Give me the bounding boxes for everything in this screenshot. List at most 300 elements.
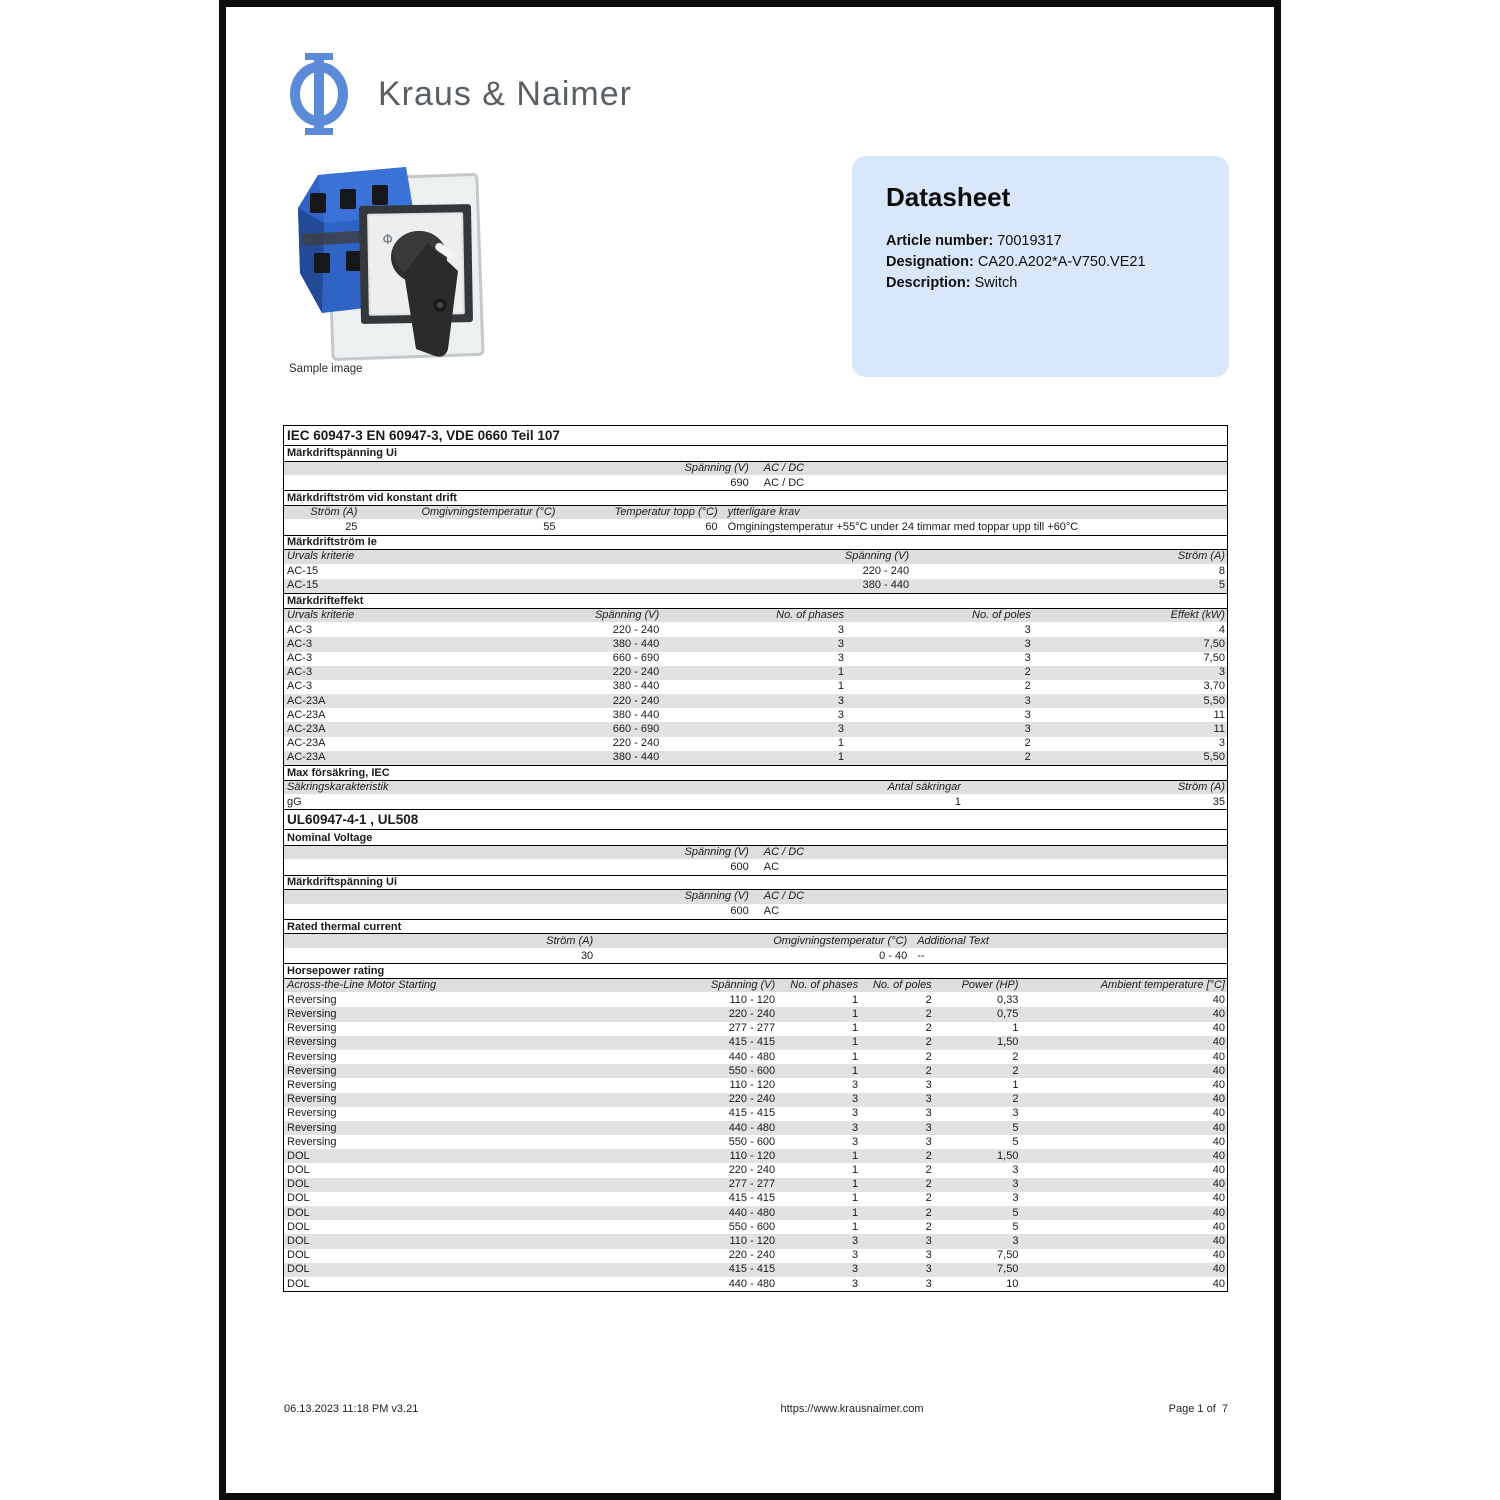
table-row bbox=[284, 506, 1227, 521]
table-row bbox=[284, 1149, 1227, 1163]
table-cell: AC-15 bbox=[287, 579, 319, 592]
table-cell: Spänning (V) bbox=[684, 846, 749, 859]
table-row bbox=[284, 751, 1227, 765]
table-cell: AC-3 bbox=[287, 680, 313, 693]
table-cell: Säkringskarakteristik bbox=[287, 780, 389, 793]
table-cell: No. of phases bbox=[776, 608, 844, 621]
table-cell: 440 - 480 bbox=[728, 1121, 776, 1134]
table-cell: Effekt (kW) bbox=[1170, 608, 1225, 621]
table-cell: 220 - 240 bbox=[612, 694, 660, 707]
table-cell: Omgivningstemperatur (°C) bbox=[421, 506, 556, 519]
table-cell: 0 - 40 bbox=[879, 949, 908, 962]
table-cell: 440 - 480 bbox=[728, 1206, 776, 1219]
table-cell: 220 - 240 bbox=[728, 1164, 776, 1177]
table-cell: DOL bbox=[287, 1249, 310, 1262]
table-cell: Reversing bbox=[287, 1050, 337, 1063]
table-cell: 110 - 120 bbox=[729, 1078, 776, 1091]
table-cell: 550 - 600 bbox=[728, 1064, 776, 1077]
table-cell: 380 - 440 bbox=[612, 637, 660, 650]
table-cell: 3 bbox=[1012, 1178, 1019, 1191]
table-cell: 110 - 120 bbox=[729, 993, 776, 1006]
table-cell: 3 bbox=[925, 1135, 932, 1148]
table-cell: 40 bbox=[1212, 993, 1225, 1006]
table-cell: 1 bbox=[1012, 1078, 1019, 1091]
table-cell: 3 bbox=[1012, 1192, 1019, 1205]
table-cell: 5 bbox=[1012, 1206, 1019, 1219]
table-cell: AC-3 bbox=[287, 666, 313, 679]
table-cell: 3 bbox=[925, 1078, 932, 1091]
table-row bbox=[284, 905, 1227, 919]
table-cell: 3 bbox=[852, 1135, 859, 1148]
table-cell: 3 bbox=[925, 1249, 932, 1262]
table-row bbox=[284, 781, 1227, 796]
table-row bbox=[284, 550, 1227, 565]
table-cell: 40 bbox=[1212, 1149, 1225, 1162]
table-cell: 220 - 240 bbox=[612, 737, 660, 750]
table-cell: 3 bbox=[852, 1078, 859, 1091]
table-row bbox=[284, 993, 1227, 1007]
table-cell: Reversing bbox=[287, 993, 337, 1006]
table-cell: 40 bbox=[1212, 1064, 1225, 1077]
table-cell: 40 bbox=[1212, 1192, 1225, 1205]
table-cell: AC bbox=[763, 905, 780, 918]
table-cell: Power (HP) bbox=[961, 978, 1019, 991]
table-row bbox=[284, 1064, 1227, 1078]
table-cell: 220 - 240 bbox=[862, 565, 910, 578]
table-row bbox=[284, 462, 1227, 477]
table-row bbox=[284, 1036, 1227, 1050]
table-cell: 2 bbox=[1024, 737, 1031, 750]
table-cell: Ström (A) bbox=[1177, 780, 1225, 793]
table-cell: No. of poles bbox=[972, 608, 1031, 621]
table-cell: 2 bbox=[1012, 1050, 1019, 1063]
table-cell: 2 bbox=[925, 1192, 932, 1205]
table-cell: 40 bbox=[1212, 1107, 1225, 1120]
table-cell: 3 bbox=[1012, 1235, 1019, 1247]
table-row bbox=[284, 579, 1227, 593]
table-cell: 5 bbox=[1218, 579, 1225, 592]
table-cell: 5,50 bbox=[1203, 751, 1225, 764]
table-cell: Antal säkringar bbox=[887, 780, 961, 793]
table-cell: 3 bbox=[1012, 1107, 1019, 1120]
table-cell: 2 bbox=[925, 1178, 932, 1191]
table-cell: Ström (A) bbox=[310, 506, 358, 519]
table-cell: AC-15 bbox=[287, 565, 319, 578]
table-row bbox=[284, 860, 1227, 874]
table-cell: 0,75 bbox=[997, 1008, 1019, 1020]
table-cell: 40 bbox=[1212, 1235, 1225, 1247]
table-cell: 8 bbox=[1218, 565, 1225, 578]
table-cell: 1 bbox=[954, 795, 961, 808]
table-cell: 0,33 bbox=[997, 993, 1019, 1006]
table-cell: 40 bbox=[1212, 1121, 1225, 1134]
table-cell: 40 bbox=[1212, 1008, 1225, 1020]
table-cell: gG bbox=[287, 795, 302, 808]
table-cell: 1 bbox=[837, 737, 844, 750]
table-cell: 3,70 bbox=[1203, 680, 1225, 693]
table-cell: 380 - 440 bbox=[862, 579, 910, 592]
table-cell: 40 bbox=[1212, 1050, 1225, 1063]
table-cell: 3 bbox=[925, 1277, 932, 1290]
table-row bbox=[284, 708, 1227, 722]
table-row bbox=[284, 1022, 1227, 1036]
table-section-row: Märkdriftspänning Ui bbox=[284, 446, 1227, 462]
table-cell: DOL bbox=[287, 1235, 310, 1247]
table-row bbox=[284, 795, 1227, 809]
table-cell: 40 bbox=[1212, 1178, 1225, 1191]
table-cell: Reversing bbox=[287, 1008, 337, 1020]
table-cell: 3 bbox=[925, 1121, 932, 1134]
table-cell: 220 - 240 bbox=[728, 1093, 776, 1106]
table-section-row: Max försäkring, IEC bbox=[284, 765, 1227, 781]
table-cell: 35 bbox=[1212, 795, 1225, 808]
footer-url: https://www.krausnaimer.com bbox=[780, 1403, 924, 1415]
table-cell: 110 - 120 bbox=[729, 1149, 776, 1162]
table-cell: DOL bbox=[287, 1178, 310, 1191]
table-row bbox=[284, 737, 1227, 751]
table-cell: 3 bbox=[925, 1107, 932, 1120]
table-cell: 380 - 440 bbox=[612, 680, 660, 693]
table-cell: Reversing bbox=[287, 1107, 337, 1120]
table-cell: 3 bbox=[837, 652, 844, 665]
table-cell: 1 bbox=[852, 1064, 859, 1077]
brand-header bbox=[286, 53, 632, 135]
table-row bbox=[284, 694, 1227, 708]
table-cell: DOL bbox=[287, 1192, 310, 1205]
datasheet-page bbox=[219, 0, 1281, 1500]
card-title: Datasheet bbox=[886, 182, 1011, 212]
table-cell: 415 - 415 bbox=[728, 1107, 776, 1120]
table-cell: 7,50 bbox=[1203, 652, 1225, 665]
table-cell: Ambient temperature [°C] bbox=[1100, 978, 1225, 991]
table-cell: DOL bbox=[287, 1149, 310, 1162]
table-cell: Spänning (V) bbox=[710, 978, 776, 991]
footer-date: 06.13.2023 11:18 PM v3.21 bbox=[284, 1403, 419, 1415]
table-cell: 380 - 440 bbox=[612, 751, 660, 764]
table-cell: 40 bbox=[1212, 1277, 1225, 1290]
table-cell: ytterligare krav bbox=[727, 506, 800, 519]
table-cell: 3 bbox=[1024, 652, 1031, 665]
table-cell: AC-23A bbox=[287, 708, 326, 721]
table-row bbox=[284, 1263, 1227, 1277]
table-cell: 5 bbox=[1012, 1220, 1019, 1233]
table-row bbox=[284, 1050, 1227, 1064]
table-cell: 3 bbox=[852, 1277, 859, 1290]
table-cell: 3 bbox=[852, 1263, 859, 1276]
table-row bbox=[284, 1178, 1227, 1192]
table-cell: 11 bbox=[1213, 723, 1225, 736]
table-cell: 1 bbox=[852, 1149, 859, 1162]
table-row bbox=[284, 846, 1227, 861]
table-cell: 2 bbox=[1012, 1064, 1019, 1077]
table-cell: DOL bbox=[287, 1263, 310, 1276]
table-section-row: Märkdriftspänning Ui bbox=[284, 875, 1227, 891]
table-cell: AC-3 bbox=[287, 652, 313, 665]
table-cell: AC-23A bbox=[287, 751, 326, 764]
table-cell: 3 bbox=[852, 1093, 859, 1106]
table-row bbox=[284, 1277, 1227, 1291]
table-cell: 220 - 240 bbox=[728, 1249, 776, 1262]
table-row bbox=[284, 609, 1227, 624]
table-cell: 415 - 415 bbox=[728, 1036, 776, 1049]
table-cell: Across-the-Line Motor Starting bbox=[287, 978, 437, 991]
table-cell: 11 bbox=[1213, 708, 1225, 721]
table-cell: 55 bbox=[543, 520, 556, 533]
table-cell: 1 bbox=[837, 666, 844, 679]
table-cell: 10 bbox=[1006, 1277, 1019, 1290]
table-title-row: UL60947-4-1 , UL508 bbox=[284, 809, 1227, 830]
table-cell: 3 bbox=[837, 694, 844, 707]
table-row bbox=[284, 623, 1227, 637]
table-cell: 415 - 415 bbox=[728, 1263, 776, 1276]
card-field: Article number: 70019317 bbox=[886, 233, 1062, 249]
table-cell: 3 bbox=[1024, 708, 1031, 721]
table-cell: Reversing bbox=[287, 1064, 337, 1077]
table-row bbox=[284, 1007, 1227, 1021]
brand-name: Kraus & Naimer bbox=[378, 74, 632, 113]
table-cell: 2 bbox=[925, 1036, 932, 1049]
table-cell: 1 bbox=[852, 1206, 859, 1219]
table-cell: AC-3 bbox=[287, 623, 313, 636]
table-cell: 3 bbox=[1024, 623, 1031, 636]
table-cell: 5 bbox=[1012, 1135, 1019, 1148]
table-row bbox=[284, 1206, 1227, 1220]
table-row bbox=[284, 1163, 1227, 1177]
table-cell: 1 bbox=[852, 1178, 859, 1191]
table-cell: 3 bbox=[852, 1235, 859, 1247]
table-cell: AC-23A bbox=[287, 737, 326, 750]
table-cell: 2 bbox=[1024, 680, 1031, 693]
table-cell: 3 bbox=[852, 1107, 859, 1120]
table-cell: AC bbox=[763, 860, 780, 873]
table-cell: Urvals kriterie bbox=[287, 550, 355, 563]
table-cell: 40 bbox=[1212, 1036, 1225, 1049]
table-cell: 30 bbox=[580, 949, 594, 962]
table-cell: AC / DC bbox=[763, 461, 805, 474]
table-row bbox=[284, 565, 1227, 579]
table-cell: 5 bbox=[1012, 1121, 1019, 1134]
table-row bbox=[284, 666, 1227, 680]
table-cell: 2 bbox=[1012, 1093, 1019, 1106]
table-cell: Spänning (V) bbox=[594, 608, 660, 621]
table-cell: 2 bbox=[925, 1050, 932, 1063]
table-cell: AC / DC bbox=[763, 890, 805, 903]
table-cell: Reversing bbox=[287, 1036, 337, 1049]
table-cell: Ström (A) bbox=[546, 934, 594, 947]
table-cell: 660 - 690 bbox=[612, 652, 660, 665]
table-cell: 60 bbox=[705, 520, 718, 533]
table-row bbox=[284, 1234, 1227, 1248]
table-row bbox=[284, 1078, 1227, 1092]
table-cell: 550 - 600 bbox=[728, 1220, 776, 1233]
table-cell: 3 bbox=[925, 1235, 932, 1247]
table-cell: 220 - 240 bbox=[612, 666, 660, 679]
table-cell: 40 bbox=[1212, 1164, 1225, 1177]
table-row bbox=[284, 1220, 1227, 1234]
table-section-row: Horsepower rating bbox=[284, 963, 1227, 979]
table-cell: 40 bbox=[1212, 1093, 1225, 1106]
table-cell: 690 bbox=[730, 476, 749, 489]
table-cell: 3 bbox=[1218, 666, 1225, 679]
table-cell: 1 bbox=[852, 1220, 859, 1233]
table-cell: 2 bbox=[925, 1220, 932, 1233]
table-cell: 2 bbox=[925, 1022, 932, 1035]
table-section-row: Märkdrifteffekt bbox=[284, 593, 1227, 609]
table-cell: No. of phases bbox=[790, 978, 859, 991]
table-cell: 7,50 bbox=[997, 1249, 1019, 1262]
table-cell: 2 bbox=[925, 993, 932, 1006]
table-cell: AC / DC bbox=[763, 476, 805, 489]
table-cell: Urvals kriterie bbox=[287, 608, 355, 621]
table-row bbox=[284, 890, 1227, 905]
table-cell: AC-23A bbox=[287, 694, 326, 707]
table-section-row: Rated thermal current bbox=[284, 919, 1227, 935]
table-cell: 1 bbox=[852, 1192, 859, 1205]
table-cell: 40 bbox=[1212, 1263, 1225, 1276]
table-cell: 550 - 600 bbox=[728, 1135, 776, 1148]
table-cell: 1 bbox=[852, 1050, 859, 1063]
table-cell: 3 bbox=[1218, 737, 1225, 750]
table-cell: Spänning (V) bbox=[844, 550, 910, 563]
table-cell: 277 - 277 bbox=[728, 1178, 776, 1191]
table-cell: 1 bbox=[852, 1022, 859, 1035]
table-cell: 3 bbox=[837, 708, 844, 721]
table-cell: 25 bbox=[345, 520, 358, 533]
table-cell: 40 bbox=[1212, 1135, 1225, 1148]
table-cell: 1,50 bbox=[997, 1149, 1019, 1162]
table-cell: AC / DC bbox=[763, 846, 805, 859]
table-cell: DOL bbox=[287, 1164, 310, 1177]
table-row bbox=[284, 680, 1227, 694]
table-cell: 40 bbox=[1212, 1249, 1225, 1262]
table-section-row: Märkdriftström vid konstant drift bbox=[284, 490, 1227, 506]
table-cell: 660 - 690 bbox=[612, 723, 660, 736]
table-cell: DOL bbox=[287, 1220, 310, 1233]
table-cell: 1 bbox=[852, 1008, 859, 1020]
table-cell: 2 bbox=[1024, 666, 1031, 679]
table-cell: 600 bbox=[730, 905, 749, 918]
table-cell: AC-3 bbox=[287, 637, 313, 650]
sample-image-caption: Sample image bbox=[289, 363, 363, 375]
table-cell: 2 bbox=[925, 1064, 932, 1077]
table-cell: 110 - 120 bbox=[729, 1235, 776, 1247]
table-cell: 1 bbox=[837, 751, 844, 764]
table-cell: 277 - 277 bbox=[728, 1022, 776, 1035]
table-cell: 3 bbox=[925, 1093, 932, 1106]
table-section-row: Märkdriftström Ie bbox=[284, 535, 1227, 551]
table-cell: 7,50 bbox=[997, 1263, 1019, 1276]
table-cell: DOL bbox=[287, 1206, 310, 1219]
table-cell: 3 bbox=[837, 637, 844, 650]
table-cell: 2 bbox=[1024, 751, 1031, 764]
table-cell: 1,50 bbox=[997, 1036, 1019, 1049]
table-cell: 415 - 415 bbox=[728, 1192, 776, 1205]
table-cell: 440 - 480 bbox=[728, 1050, 776, 1063]
table-cell: Reversing bbox=[287, 1078, 337, 1091]
table-row bbox=[284, 520, 1227, 534]
table-cell: 3 bbox=[852, 1249, 859, 1262]
card-field: Description: Switch bbox=[886, 275, 1018, 291]
table-row bbox=[284, 1249, 1227, 1263]
table-row bbox=[284, 476, 1227, 490]
table-cell: 2 bbox=[925, 1008, 932, 1020]
table-cell: No. of poles bbox=[872, 978, 932, 991]
table-cell: 600 bbox=[730, 860, 749, 873]
table-cell: Spänning (V) bbox=[684, 890, 749, 903]
table-cell: 1 bbox=[1012, 1022, 1019, 1035]
table-row bbox=[284, 722, 1227, 736]
table-cell: 1 bbox=[852, 1164, 859, 1177]
table-cell: 1 bbox=[852, 1036, 859, 1049]
table-cell: 3 bbox=[1024, 694, 1031, 707]
table-cell: 7,50 bbox=[1203, 637, 1225, 650]
table-cell: Reversing bbox=[287, 1135, 337, 1148]
table-cell: 3 bbox=[852, 1121, 859, 1134]
table-cell: 4 bbox=[1218, 623, 1225, 636]
table-cell: 220 - 240 bbox=[612, 623, 660, 636]
table-cell: 5,50 bbox=[1203, 694, 1225, 707]
table-row bbox=[284, 1192, 1227, 1206]
table-cell: 40 bbox=[1212, 1078, 1225, 1091]
datasheet-card bbox=[852, 156, 1229, 377]
table-cell: Ström (A) bbox=[1177, 550, 1225, 563]
table-row bbox=[284, 979, 1227, 994]
table-cell: 2 bbox=[925, 1206, 932, 1219]
table-cell: Omginingstemperatur +55°C under 24 timmar med toppar upp till +60°C bbox=[727, 520, 1079, 533]
card-fields bbox=[886, 231, 1229, 294]
table-cell: Additional Text bbox=[917, 934, 989, 947]
table-cell: 40 bbox=[1212, 1220, 1225, 1233]
table-cell: 2 bbox=[925, 1164, 932, 1177]
product-sample-image bbox=[288, 153, 488, 368]
card-field: Designation: CA20.A202*A-V750.VE21 bbox=[886, 254, 1146, 270]
kraus-naimer-phi-logo-icon bbox=[286, 53, 352, 135]
table-cell: 40 bbox=[1212, 1206, 1225, 1219]
table-cell: 1 bbox=[852, 993, 859, 1006]
table-row bbox=[284, 1121, 1227, 1135]
table-cell: 3 bbox=[1024, 637, 1031, 650]
table-row bbox=[284, 637, 1227, 651]
table-cell: 3 bbox=[1024, 723, 1031, 736]
table-cell: Spänning (V) bbox=[684, 461, 749, 474]
table-cell: 3 bbox=[837, 623, 844, 636]
table-cell: Omgivningstemperatur (°C) bbox=[773, 934, 908, 947]
table-row bbox=[284, 949, 1227, 963]
table-cell: Reversing bbox=[287, 1022, 337, 1035]
table-cell: Reversing bbox=[287, 1121, 337, 1134]
svg-text:Φ: Φ bbox=[382, 232, 393, 248]
table-row bbox=[284, 934, 1227, 949]
table-cell: 3 bbox=[837, 723, 844, 736]
table-row bbox=[284, 1093, 1227, 1107]
table-cell: 40 bbox=[1212, 1022, 1225, 1035]
table-cell: 3 bbox=[925, 1263, 932, 1276]
table-section-row: Nominal Voltage bbox=[284, 830, 1227, 846]
table-title-row: IEC 60947-3 EN 60947-3, VDE 0660 Teil 107 bbox=[284, 425, 1227, 446]
table-cell: 440 - 480 bbox=[728, 1277, 776, 1290]
table-cell: 1 bbox=[837, 680, 844, 693]
table-row bbox=[284, 652, 1227, 666]
table-row bbox=[284, 1135, 1227, 1149]
table-row bbox=[284, 1107, 1227, 1121]
table-cell: 2 bbox=[925, 1149, 932, 1162]
table-cell: 380 - 440 bbox=[612, 708, 660, 721]
table-cell: Temperatur topp (°C) bbox=[614, 506, 718, 519]
spec-table bbox=[283, 425, 1228, 1292]
table-cell: 3 bbox=[1012, 1164, 1019, 1177]
table-cell: Reversing bbox=[287, 1093, 337, 1106]
table-cell: -- bbox=[917, 949, 925, 962]
